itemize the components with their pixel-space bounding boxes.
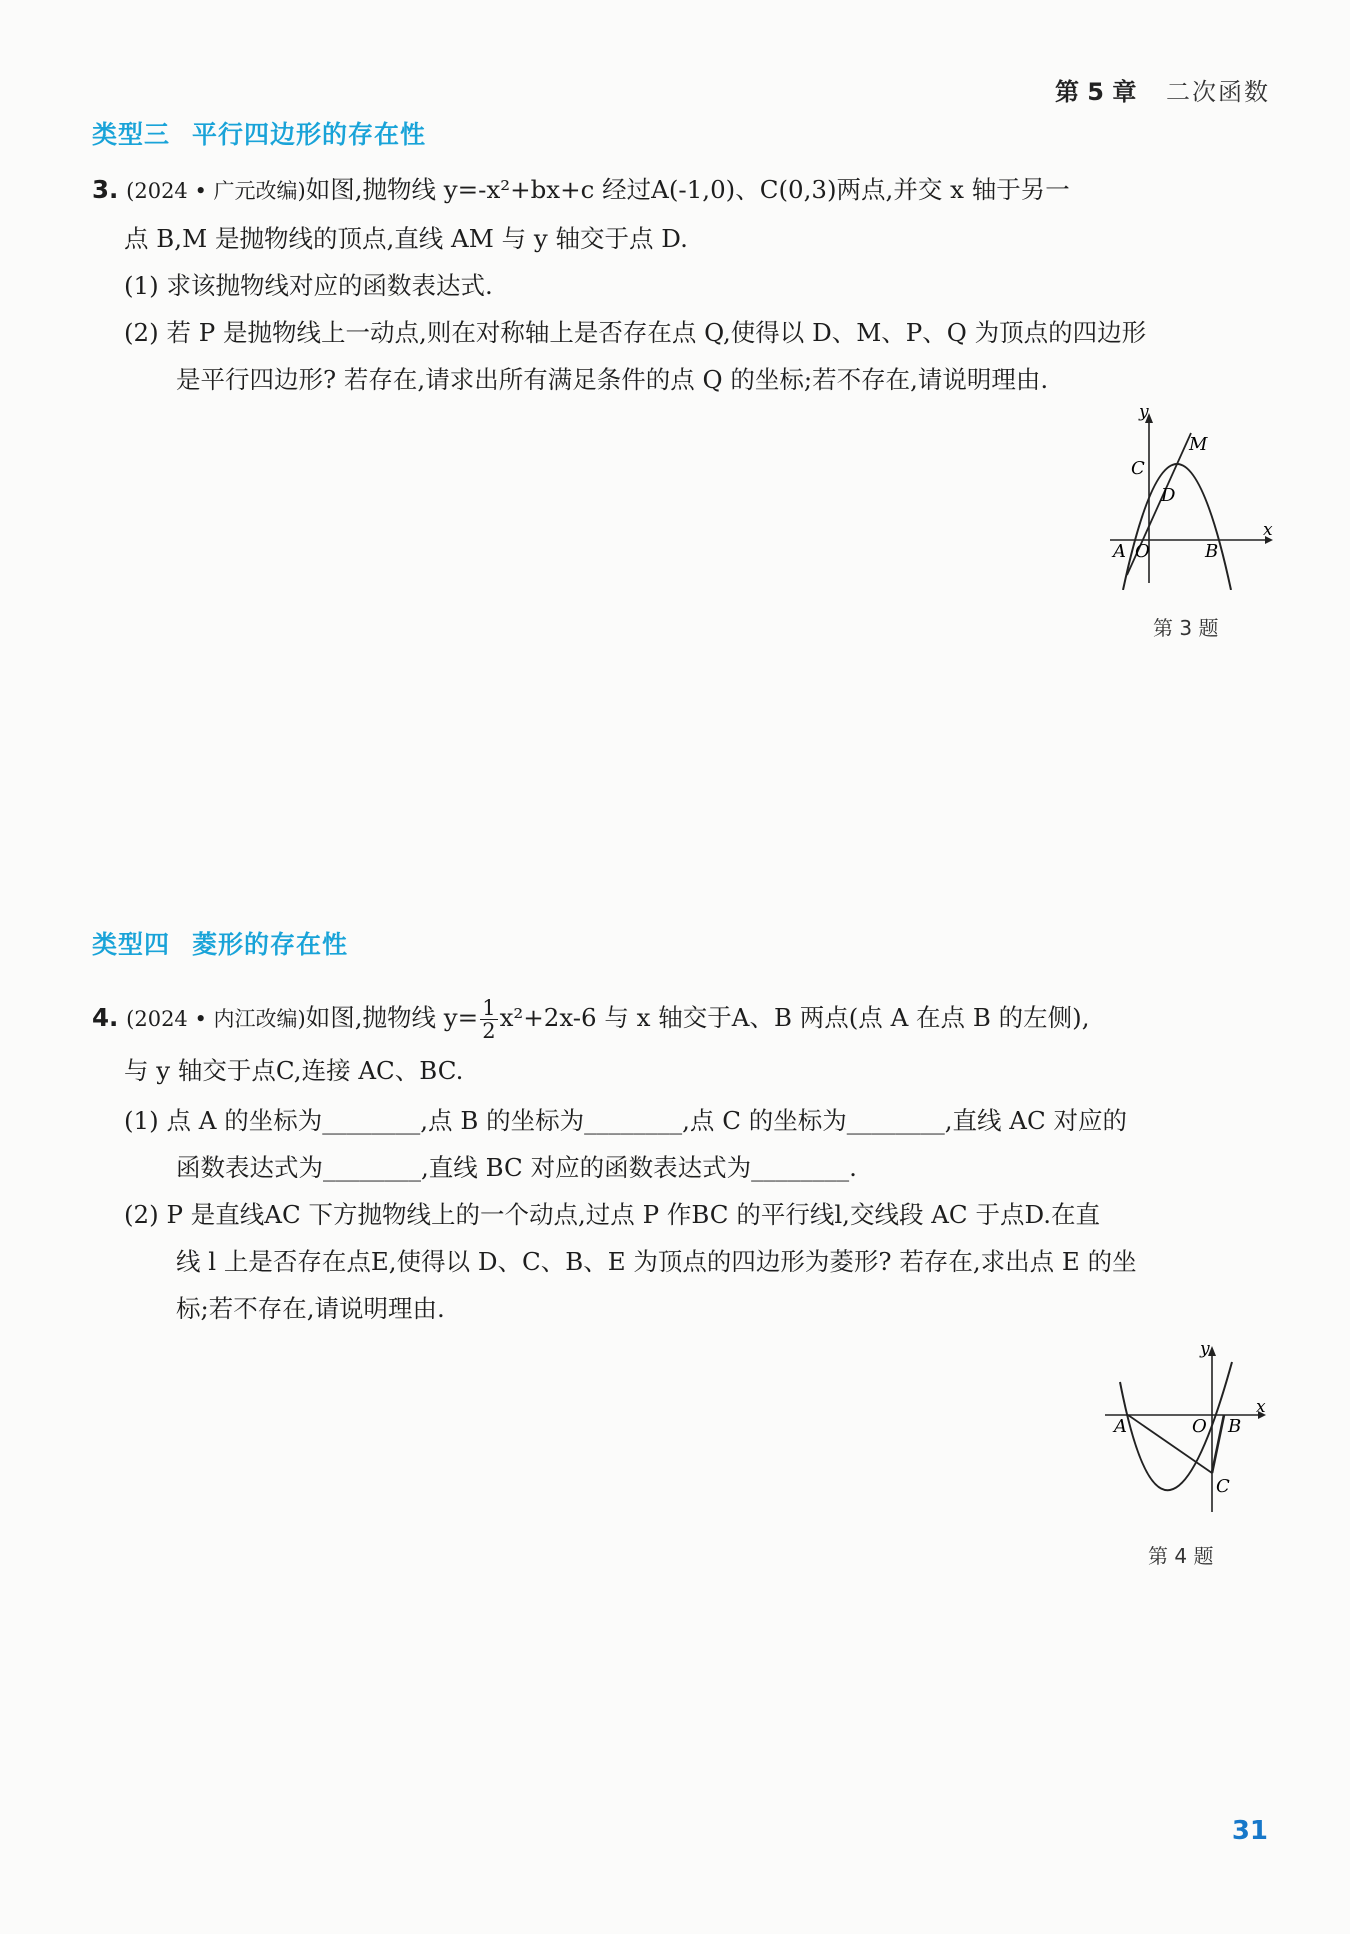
- chapter-label: 第 5 章: [1054, 78, 1137, 106]
- label-O: O: [1135, 541, 1150, 562]
- problem-number: 3.: [92, 175, 119, 204]
- section-name: 菱形的存在性: [192, 930, 349, 959]
- label-D: D: [1161, 485, 1176, 506]
- problem-4-part1-line2: 函数表达式为________,直线 BC 对应的函数表达式为________.: [176, 1153, 857, 1182]
- label-C: C: [1131, 458, 1145, 479]
- problem-4-line1: [92, 992, 1272, 1045]
- label-A: A: [1114, 1416, 1127, 1437]
- problem-3-part1: (1) 求该抛物线对应的函数表达式.: [124, 271, 493, 300]
- figure-3-caption: 第 3 题: [1153, 616, 1219, 640]
- label-M: M: [1189, 434, 1208, 455]
- problem-4-part2-line3: 标;若不存在,请说明理由.: [176, 1294, 445, 1323]
- fraction-one-half: [480, 997, 497, 1042]
- section-label: 类型三: [92, 120, 171, 149]
- section-name: 平行四边形的存在性: [192, 120, 427, 149]
- problem-text: 如图,抛物线 y=-x²+bx+c 经过A(-1,0)、C(0,3)两点,并交 x 轴于另一: [305, 175, 1070, 204]
- label-A: A: [1113, 541, 1126, 562]
- fraction-numerator: 1: [482, 996, 496, 1020]
- section-title-type4: [92, 925, 348, 961]
- label-y: y: [1139, 405, 1149, 422]
- figure-4: [1100, 1342, 1280, 1517]
- problem-source: (2024 • 广元改编): [126, 179, 306, 203]
- chapter-subject: 二次函数: [1166, 78, 1270, 106]
- label-x: x: [1263, 520, 1273, 540]
- problem-3-part2-line1: (2) 若 P 是抛物线上一动点,则在对称轴上是否存在点 Q,使得以 D、M、P、Q 为顶点的四边形: [124, 318, 1147, 347]
- label-x: x: [1256, 1397, 1266, 1417]
- page-header: [1055, 72, 1270, 107]
- label-C: C: [1216, 1476, 1230, 1497]
- figure-4-graph: [1100, 1342, 1280, 1517]
- figure-3-graph: [1105, 405, 1275, 590]
- problem-text: x²+2x-6 与 x 轴交于A、B 两点(点 A 在点 B 的左侧),: [499, 1003, 1090, 1032]
- problem-3-line2: 点 B,M 是抛物线的顶点,直线 AM 与 y 轴交于点 D.: [124, 224, 688, 253]
- section-label: 类型四: [92, 930, 171, 959]
- problem-text: 如图,抛物线 y=: [305, 1003, 479, 1032]
- problem-4-part1-line1: (1) 点 A 的坐标为________,点 B 的坐标为________,点 C 的坐标为________,直线 AC 对应的: [124, 1106, 1128, 1135]
- problem-number: 4.: [92, 1003, 119, 1032]
- figure-3: [1105, 405, 1275, 590]
- problem-4-part2-line1: (2) P 是直线AC 下方抛物线上的一个动点,过点 P 作BC 的平行线l,交线段 AC 于点D.在直: [124, 1200, 1101, 1229]
- problem-source: (2024 • 内江改编): [126, 1007, 306, 1031]
- label-y: y: [1200, 1342, 1210, 1359]
- label-B: B: [1205, 541, 1219, 562]
- problem-3-line1: [92, 166, 1272, 215]
- problem-3: [92, 166, 1272, 403]
- problem-4-part2-line2: 线 l 上是否存在点E,使得以 D、C、B、E 为顶点的四边形为菱形? 若存在,求出点 E 的坐: [176, 1247, 1137, 1276]
- figure-4-caption: 第 4 题: [1148, 1544, 1214, 1568]
- section-title-type3: [92, 115, 426, 151]
- page-number: 31: [1231, 1816, 1268, 1846]
- label-O: O: [1192, 1416, 1207, 1437]
- problem-4: [92, 992, 1272, 1332]
- fraction-denominator: 2: [482, 1019, 496, 1043]
- problem-4-line2: 与 y 轴交于点C,连接 AC、BC.: [124, 1056, 464, 1085]
- label-B: B: [1228, 1416, 1242, 1437]
- problem-3-part2-line2: 是平行四边形? 若存在,请求出所有满足条件的点 Q 的坐标;若不存在,请说明理由.: [176, 365, 1049, 394]
